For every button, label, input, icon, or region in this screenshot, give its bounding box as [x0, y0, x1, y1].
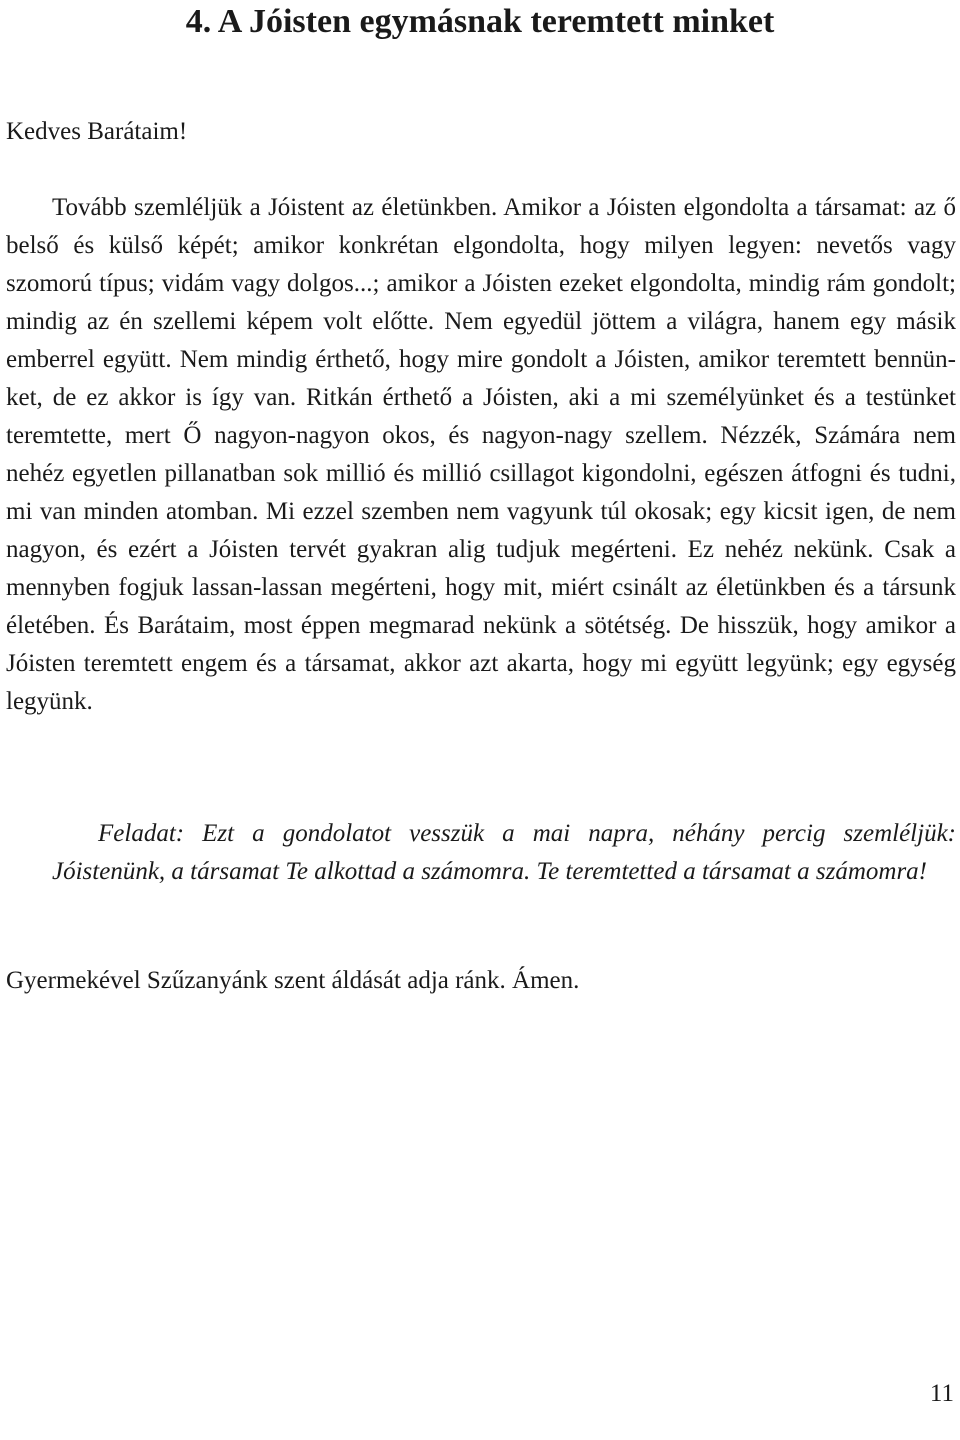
task-paragraph: Feladat: Ezt a gondolatot vesszük a mai napra, néhány percig szemléljük: Jóistenünk, a társamat Te alkottad a számomra. Te teremtetted a társamat a számomra! — [52, 820, 956, 885]
blessing: Gyermekével Szűzanyánk szent áldását adja ránk. Ámen. — [6, 967, 580, 994]
page-number: 11 — [929, 1380, 954, 1407]
chapter-title: 4. A Jóisten egymásnak teremtett minket — [185, 3, 775, 40]
salutation: Kedves Barátaim! — [6, 118, 188, 145]
main-paragraph: Tovább szemléljük a Jóistent az életünkben. Amikor a Jóisten elgondolta a társamat: az ő belső és külső képét; amikor konkrétan elgondolta, hogy milyen legyen: nevetős vagy szomorú típus; vidám vagy dolgos...; amikor a Jóisten ezeket elgondolta, mindig rám gondolt; mindig az én szellemi képem volt előtte. Nem egyedül jöttem a világra, hanem egy másik emberrel együtt. Nem mindig érthető, hogy mire gondolt a Jóisten, amikor teremtett bennünket, de ez akkor is így van. Ritkán érthető a Jóisten, aki a mi személyünket és a testünket teremtette, mert Ő nagyon-nagyon okos, és nagyon-nagy szellem. Nézzék, Számára nem nehéz egyetlen pillanatban sok millió és millió csillagot kigondolni, egészen átfogni és tudni, mi van minden atomban. Mi ezzel szemben nem vagyunk túl okosak; egy kicsit igen, de nem nagyon, és ezért a Jóisten tervét gyakran alig tudjuk megérteni. Ez nehéz nekünk. Csak a mennyben fogjuk lassan-lassan megérteni, hogy mit, miért csinált az életünkben és a társunk életében. És Barátaim, most éppen megmarad nekünk a sötétség. De hisszük, hogy amikor a Jóisten teremtett engem és a társamat, akkor azt akarta, hogy mi együtt legyünk; egy egység legyünk. — [6, 194, 956, 715]
